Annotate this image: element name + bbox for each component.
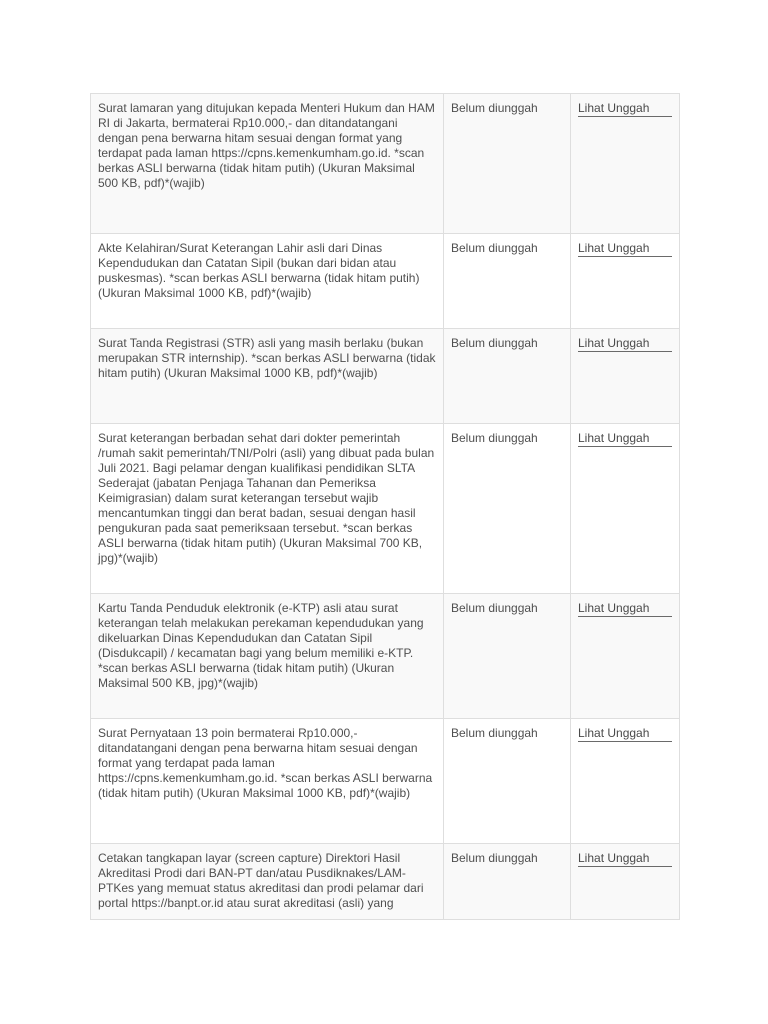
- action-cell: [571, 594, 680, 719]
- document-description: Kartu Tanda Penduduk elektronik (e-KTP) asli atau surat keterangan telah melakukan perekaman kependudukan yang dikeluarkan Dinas Kependudukan dan Catatan Sipil (Disdukcapil) / kecamatan bagi yang belum memiliki e-KTP. *scan berkas ASLI berwarna (tidak hitam putih) (Ukuran Maksimal 500 KB, jpg)*(wajib): [91, 594, 444, 719]
- view-upload-link[interactable]: Lihat Unggah: [578, 851, 672, 867]
- document-description: Surat Tanda Registrasi (STR) asli yang masih berlaku (bukan merupakan STR internship). *scan berkas ASLI berwarna (tidak hitam putih) (Ukuran Maksimal 1000 KB, pdf)*(wajib): [91, 329, 444, 424]
- upload-status: Belum diunggah: [444, 424, 571, 594]
- action-cell: [571, 94, 680, 234]
- upload-status: Belum diunggah: [444, 719, 571, 844]
- upload-status: Belum diunggah: [444, 594, 571, 719]
- table-row: [91, 719, 680, 844]
- view-upload-link[interactable]: Lihat Unggah: [578, 726, 672, 742]
- action-cell: [571, 719, 680, 844]
- document-description: [91, 844, 444, 920]
- table-row: [91, 329, 680, 424]
- upload-status: Belum diunggah: [444, 329, 571, 424]
- document-description: Surat keterangan berbadan sehat dari dokter pemerintah /rumah sakit pemerintah/TNI/Polri (asli) yang dibuat pada bulan Juli 2021. Bagi pelamar dengan kualifikasi pendidikan SLTA Sederajat (jabatan Penjaga Tahanan dan Pemeriksa Keimigrasian) dalam surat keterangan tersebut wajib mencantumkan tinggi dan berat badan, sesuai dengan hasil pengukuran pada saat pemeriksaan tersebut. *scan berkas ASLI berwarna (tidak hitam putih) (Ukuran Maksimal 700 KB, jpg)*(wajib): [91, 424, 444, 594]
- view-upload-link[interactable]: Lihat Unggah: [578, 241, 672, 257]
- document-description: Akte Kelahiran/Surat Keterangan Lahir asli dari Dinas Kependudukan dan Catatan Sipil (bukan dari bidan atau puskesmas). *scan berkas ASLI berwarna (tidak hitam putih) (Ukuran Maksimal 1000 KB, pdf)*(wajib): [91, 234, 444, 329]
- action-cell: [571, 329, 680, 424]
- table-row: [91, 424, 680, 594]
- action-cell: [571, 234, 680, 329]
- table-row: [91, 844, 680, 920]
- document-description-text: Cetakan tangkapan layar (screen capture) Direktori Hasil Akreditasi Prodi dari BAN-PT dan/atau Pusdiknakes/LAM-PTKes yang memuat status akreditasi dan prodi pelamar dari portal https://banpt.or.id atau surat akreditasi (asli) yang: [98, 851, 424, 910]
- document-upload-table: [90, 93, 680, 920]
- table-row: [91, 94, 680, 234]
- view-upload-link[interactable]: Lihat Unggah: [578, 431, 672, 447]
- table-row: [91, 594, 680, 719]
- view-upload-link[interactable]: Lihat Unggah: [578, 101, 672, 117]
- view-upload-link[interactable]: Lihat Unggah: [578, 336, 672, 352]
- action-cell: [571, 424, 680, 594]
- upload-status: Belum diunggah: [444, 844, 571, 920]
- upload-status: Belum diunggah: [444, 94, 571, 234]
- view-upload-link[interactable]: Lihat Unggah: [578, 601, 672, 617]
- document-description: Surat Pernyataan 13 poin bermaterai Rp10.000,- ditandatangani dengan pena berwarna hitam sesuai dengan format yang terdapat pada laman https://cpns.kemenkumham.go.id. *scan berkas ASLI berwarna (tidak hitam putih) (Ukuran Maksimal 1000 KB, pdf)*(wajib): [91, 719, 444, 844]
- table-row: [91, 234, 680, 329]
- document-description: Surat lamaran yang ditujukan kepada Menteri Hukum dan HAM RI di Jakarta, bermaterai Rp10.000,- dan ditandatangani dengan pena berwarna hitam sesuai dengan format yang terdapat pada laman https://cpns.kemenkumham.go.id. *scan berkas ASLI berwarna (tidak hitam putih) (Ukuran Maksimal 500 KB, pdf)*(wajib): [91, 94, 444, 234]
- upload-status: Belum diunggah: [444, 234, 571, 329]
- action-cell: [571, 844, 680, 920]
